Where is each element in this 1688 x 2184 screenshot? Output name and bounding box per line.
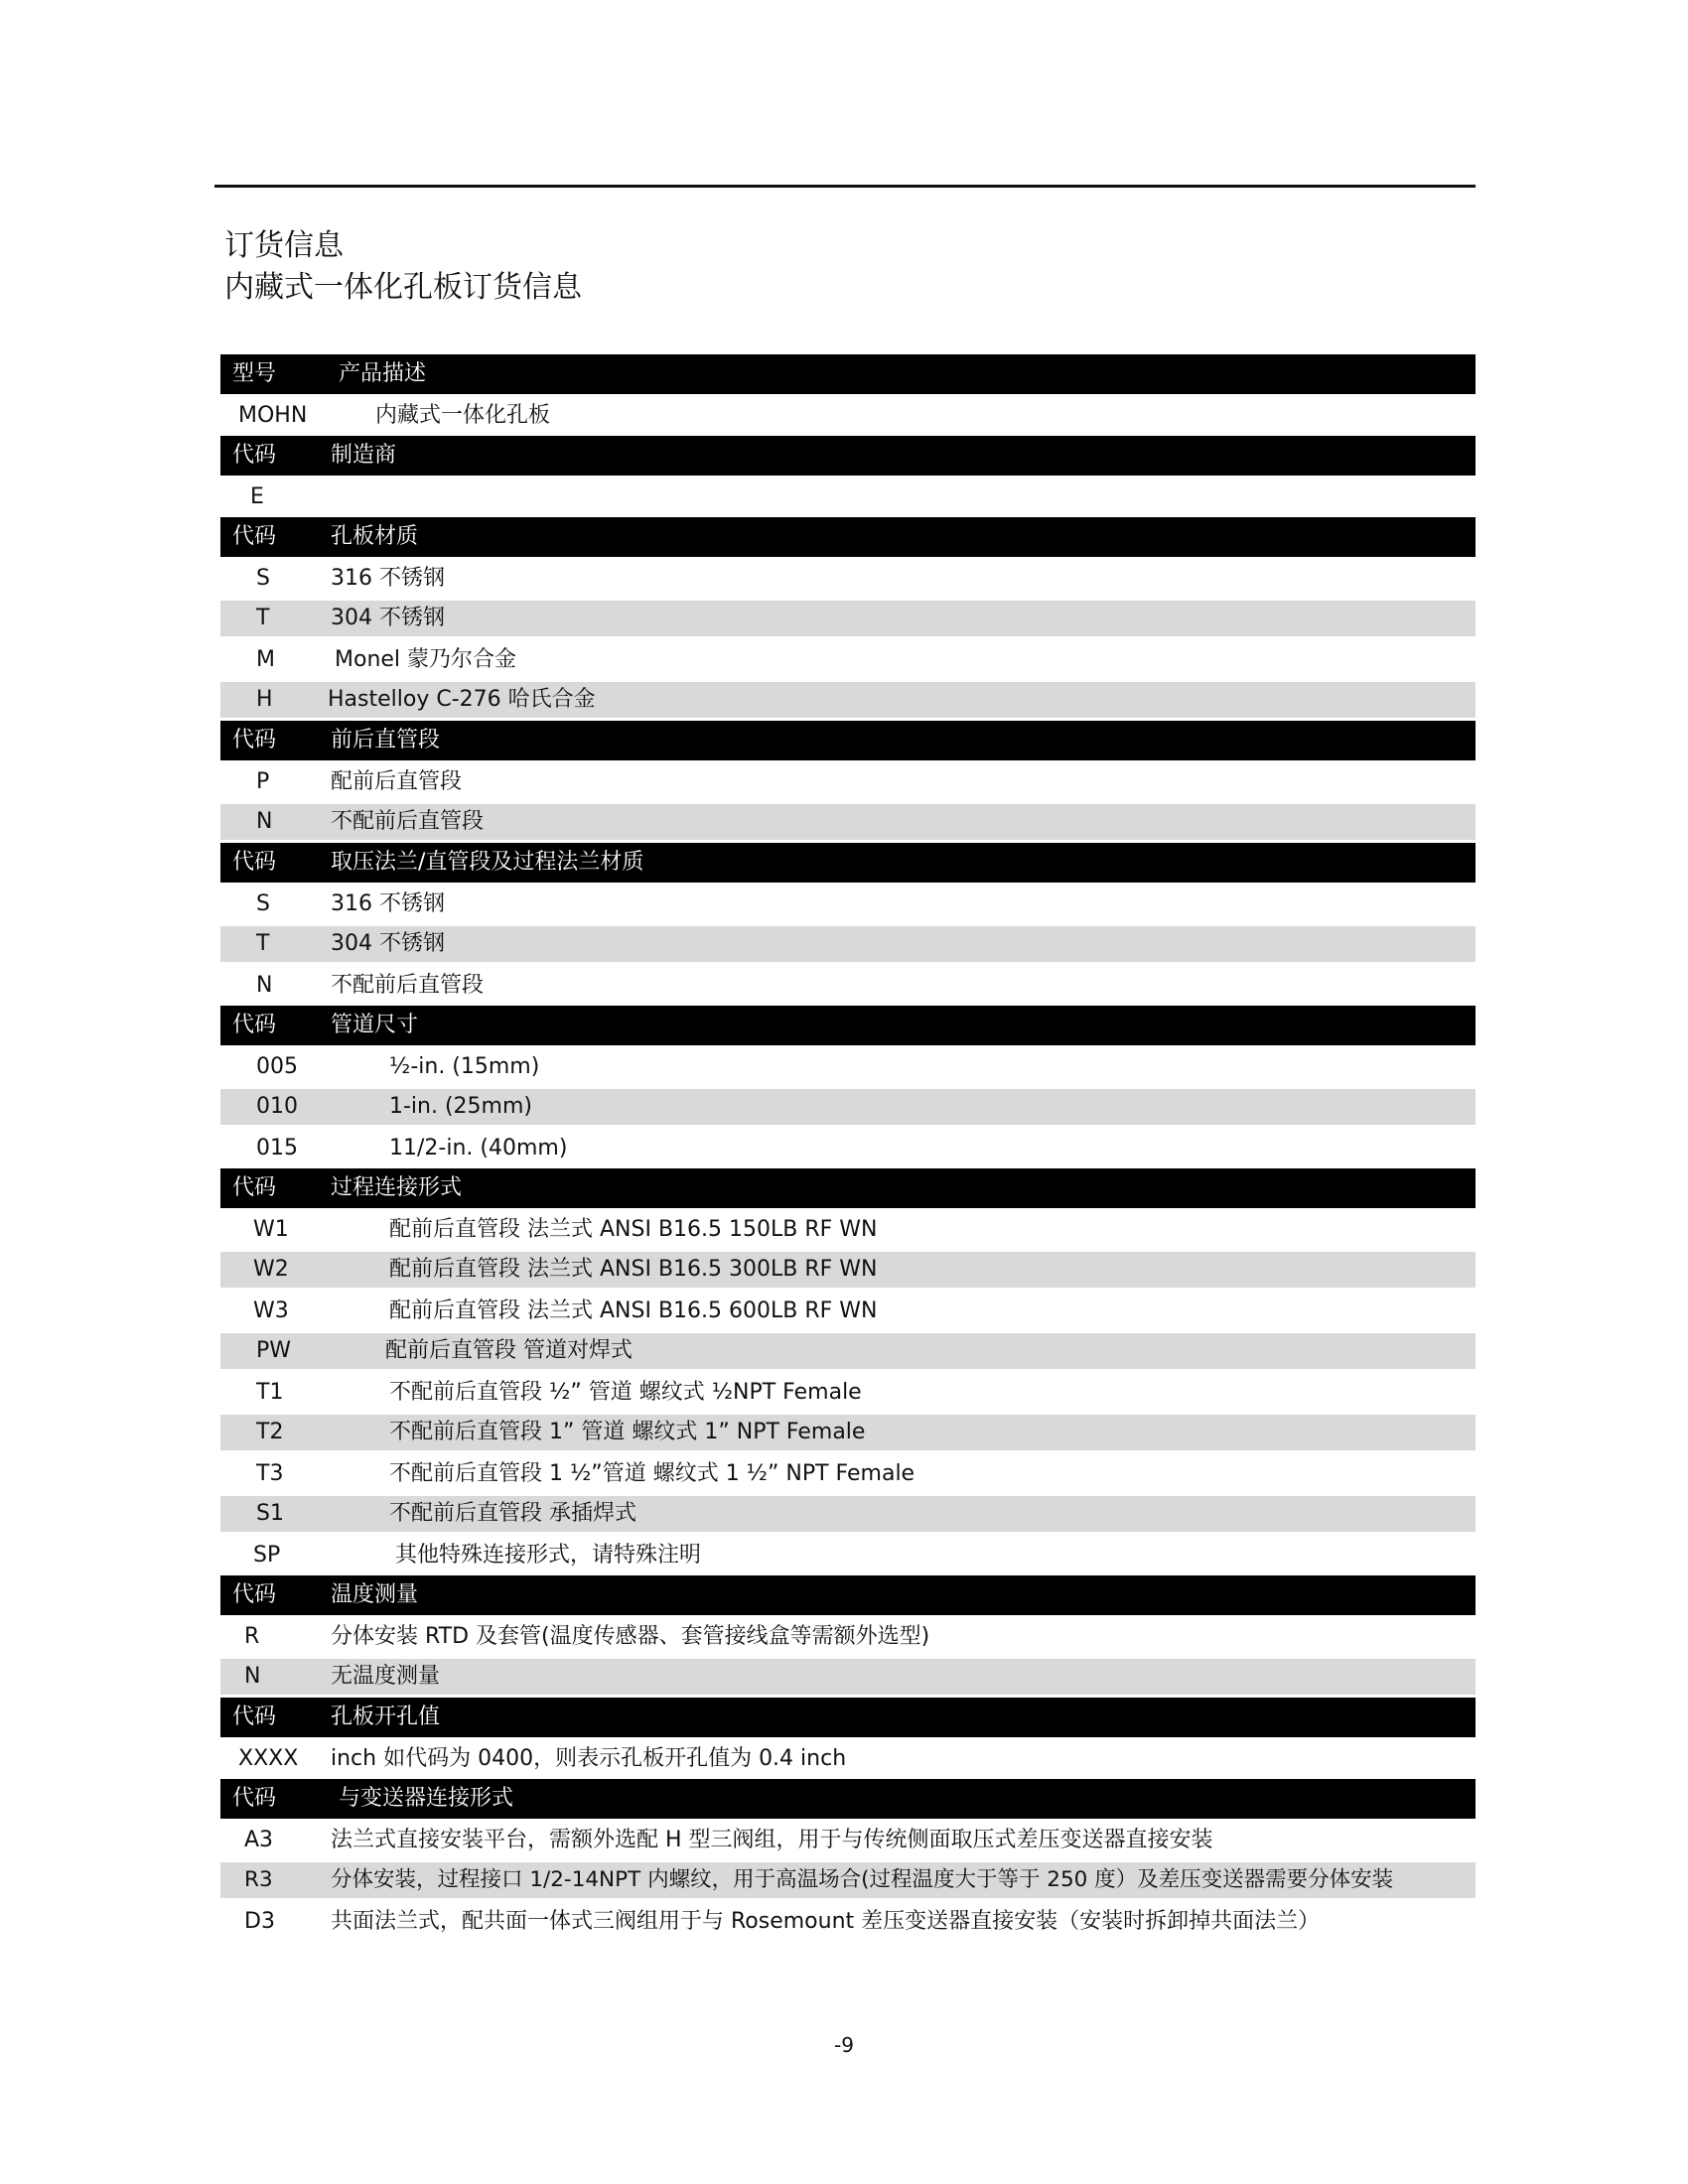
option-row <box>220 926 1476 962</box>
option-code: N <box>244 1664 261 1689</box>
header-description-label: 管道尺寸 <box>331 1013 419 1037</box>
page-number: -9 <box>834 2033 854 2057</box>
option-description: 11/2-in. (40mm) <box>389 1136 568 1160</box>
option-code: S <box>256 566 270 591</box>
ordering-table <box>220 354 1476 1942</box>
option-description: 304 不锈钢 <box>331 606 445 630</box>
section-header-row <box>220 517 1476 557</box>
option-description: Hastelloy C-276 哈氏合金 <box>328 687 596 712</box>
header-code-label: 代码 <box>232 443 277 468</box>
option-description: 分体安装 RTD 及套管(温度传感器、套管接线盒等需额外选型) <box>331 1624 930 1649</box>
option-code: A3 <box>244 1828 274 1852</box>
option-description: 316 不锈钢 <box>331 566 445 591</box>
header-description-label: 前后直管段 <box>331 728 441 752</box>
option-row <box>220 1901 1476 1942</box>
header-description-label: 与变送器连接形式 <box>339 1786 514 1811</box>
header-code-label: 代码 <box>232 1175 277 1200</box>
option-description: 内藏式一体化孔板 <box>375 403 551 428</box>
option-description: 法兰式直接安装平台，需额外选配 H 型三阀组，用于与传统侧面取压式差压变送器直接安装 <box>331 1828 1213 1852</box>
top-rule <box>214 185 1476 188</box>
option-code: W2 <box>253 1257 289 1282</box>
section-header-row <box>220 1006 1476 1045</box>
option-row <box>220 1333 1476 1369</box>
option-code: W1 <box>253 1217 289 1242</box>
option-description: 配前后直管段 法兰式 ANSI B16.5 600LB RF WN <box>389 1298 878 1323</box>
option-row <box>220 1252 1476 1288</box>
header-description-label: 孔板开孔值 <box>331 1705 441 1729</box>
option-row <box>220 601 1476 636</box>
option-row <box>220 1046 1476 1087</box>
option-description: 316 不锈钢 <box>331 891 445 916</box>
header-description-label: 取压法兰/直管段及过程法兰材质 <box>331 850 644 875</box>
section-header-row <box>220 1575 1476 1615</box>
header-description-label: 过程连接形式 <box>331 1175 463 1200</box>
header-code-label: 代码 <box>232 1705 277 1729</box>
option-code: E <box>250 484 264 509</box>
option-row <box>220 761 1476 802</box>
option-row <box>220 477 1476 517</box>
option-description: 不配前后直管段 承插焊式 <box>389 1501 636 1526</box>
option-code: W3 <box>253 1298 289 1323</box>
section-header-row <box>220 843 1476 883</box>
option-description: 配前后直管段 法兰式 ANSI B16.5 300LB RF WN <box>389 1257 878 1282</box>
option-code: T <box>256 606 270 630</box>
option-row <box>220 1453 1476 1494</box>
option-row <box>220 1496 1476 1532</box>
option-code: M <box>256 647 275 672</box>
option-code: N <box>256 809 273 834</box>
option-code: D3 <box>244 1909 275 1934</box>
option-row <box>220 1862 1476 1898</box>
option-code: 015 <box>256 1136 298 1160</box>
option-code: T3 <box>256 1461 284 1486</box>
option-row <box>220 1372 1476 1413</box>
option-row <box>220 1738 1476 1779</box>
option-code: R <box>244 1624 260 1649</box>
page-title: 订货信息 <box>224 228 344 263</box>
option-row <box>220 1820 1476 1860</box>
section-header-row <box>220 1779 1476 1819</box>
header-code-label: 代码 <box>232 850 277 875</box>
option-description: 不配前后直管段 <box>331 973 485 998</box>
option-row <box>220 558 1476 599</box>
option-description: 分体安装，过程接口 1/2-14NPT 内螺纹，用于高温场合(过程温度大于等于 250 度）及差压变送器需要分体安装 <box>331 1867 1394 1892</box>
page-subtitle: 内藏式一体化孔板订货信息 <box>224 270 582 305</box>
option-row <box>220 1089 1476 1125</box>
option-code: MOHN <box>238 403 308 428</box>
option-description: 不配前后直管段 ½” 管道 螺纹式 ½NPT Female <box>389 1380 862 1405</box>
option-code: T1 <box>256 1380 284 1405</box>
option-row <box>220 965 1476 1006</box>
option-row <box>220 639 1476 680</box>
option-row <box>220 1291 1476 1331</box>
option-description: 1-in. (25mm) <box>389 1094 532 1119</box>
option-code: XXXX <box>238 1746 299 1771</box>
header-code-label: 代码 <box>232 1013 277 1037</box>
option-description: 配前后直管段 管道对焊式 <box>385 1338 633 1363</box>
option-row <box>220 1616 1476 1657</box>
option-description: Monel 蒙乃尔合金 <box>335 647 517 672</box>
section-header-row <box>220 436 1476 476</box>
header-code-label: 代码 <box>232 524 277 549</box>
option-row <box>220 682 1476 718</box>
option-description: 配前后直管段 法兰式 ANSI B16.5 150LB RF WN <box>389 1217 878 1242</box>
option-code: P <box>256 769 270 794</box>
header-code-label: 型号 <box>232 361 277 386</box>
option-code: 010 <box>256 1094 298 1119</box>
option-row <box>220 884 1476 924</box>
option-description: inch 如代码为 0400，则表示孔板开孔值为 0.4 inch <box>331 1746 847 1771</box>
option-code: SP <box>253 1543 281 1568</box>
option-description: 不配前后直管段 <box>331 809 485 834</box>
option-code: N <box>256 973 273 998</box>
option-row <box>220 804 1476 840</box>
option-code: R3 <box>244 1867 273 1892</box>
header-code-label: 代码 <box>232 1582 277 1607</box>
header-description-label: 温度测量 <box>331 1582 419 1607</box>
option-code: H <box>256 687 273 712</box>
option-row <box>220 1535 1476 1575</box>
option-description: 304 不锈钢 <box>331 931 445 956</box>
option-description: 共面法兰式，配共面一体式三阀组用于与 Rosemount 差压变送器直接安装（安装时拆卸掉共面法兰） <box>331 1909 1321 1934</box>
section-header-row <box>220 354 1476 394</box>
option-code: S <box>256 891 270 916</box>
option-description: ½-in. (15mm) <box>389 1054 540 1079</box>
option-row <box>220 395 1476 436</box>
option-code: 005 <box>256 1054 298 1079</box>
option-description: 无温度测量 <box>331 1664 441 1689</box>
option-code: T <box>256 931 270 956</box>
option-row <box>220 1209 1476 1250</box>
option-row <box>220 1659 1476 1695</box>
header-description-label: 制造商 <box>331 443 397 468</box>
option-description: 配前后直管段 <box>331 769 463 794</box>
header-code-label: 代码 <box>232 1786 277 1811</box>
section-header-row <box>220 1698 1476 1737</box>
option-description: 不配前后直管段 1 ½”管道 螺纹式 1 ½” NPT Female <box>389 1461 915 1486</box>
option-row <box>220 1128 1476 1168</box>
option-description: 不配前后直管段 1” 管道 螺纹式 1” NPT Female <box>389 1420 866 1444</box>
header-description-label: 产品描述 <box>339 361 427 386</box>
header-code-label: 代码 <box>232 728 277 752</box>
option-description: 其他特殊连接形式，请特殊注明 <box>395 1543 702 1568</box>
section-header-row <box>220 1168 1476 1208</box>
option-code: S1 <box>256 1501 284 1526</box>
header-description-label: 孔板材质 <box>331 524 419 549</box>
option-row <box>220 1415 1476 1450</box>
section-header-row <box>220 721 1476 760</box>
option-code: T2 <box>256 1420 284 1444</box>
option-code: PW <box>256 1338 292 1363</box>
